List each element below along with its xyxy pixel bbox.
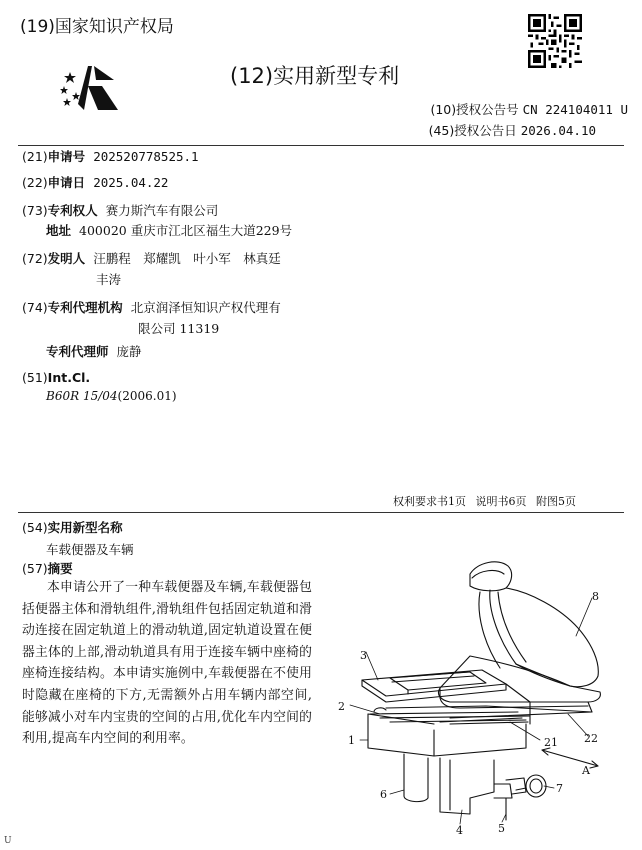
agent: 庞静 [116, 344, 142, 359]
patent-type-title: (12)实用新型专利 [230, 64, 400, 88]
part-label: 7 [556, 782, 563, 795]
address-label: 地址 [46, 223, 72, 238]
publication-number-label: (10)授权公告号 [430, 102, 519, 117]
section-divider [18, 512, 624, 513]
application-number-label: 申请号 [47, 149, 86, 164]
field-code: (22) [22, 175, 48, 190]
part-label: 8 [592, 590, 599, 603]
office-name: (19)国家知识产权局 [20, 17, 174, 37]
agency-label: 专利代理机构 [47, 300, 123, 315]
int-cl-row [22, 370, 90, 385]
ipc-classification [46, 389, 177, 403]
application-date-label: 申请日 [47, 175, 86, 190]
publication-number: CN 224104011 U [522, 102, 628, 117]
inventors-continued: 丰涛 [96, 272, 122, 287]
abstract-label: 摘要 [47, 561, 73, 576]
field-code: (51) [22, 370, 48, 385]
application-date-row [22, 173, 168, 191]
agency: 北京润泽恒知识产权代理有 [130, 300, 281, 315]
patentee: 赛力斯汽车有限公司 [105, 203, 219, 218]
field-code: (74) [22, 300, 48, 315]
field-code: (54) [22, 520, 48, 535]
page-counts: 权利要求书1页 说明书6页 附图5页 [393, 495, 576, 508]
agent-label: 专利代理师 [46, 344, 109, 359]
agency-row [22, 298, 281, 316]
patentee-label: 专利权人 [47, 203, 98, 218]
part-label: 4 [456, 824, 463, 837]
abstract-text: 本申请公开了一种车载便器及车辆,车载便器包括便器主体和滑轨组件,滑轨组件包括固定轨道和滑动连接在固定轨道上的滑动轨道,固定轨道设置在便器主体的上部,滑动轨道具有用于连接车辆中座椅的座椅连接结构。本申请实施例中,车载便器在不使用时隐藏在座椅的下方,无需额外占用车辆内部空间,能够减小对车内宝贵的空间的占用,优化车内空间的利用,提高车内空间的利用率。 [22, 580, 312, 747]
part-label: 2 [338, 700, 345, 713]
toilet-base-drawing [404, 754, 546, 820]
field-code: (21) [22, 149, 48, 164]
cnipa-logo-icon [58, 60, 128, 116]
part-label: A [582, 764, 590, 777]
publication-date-label: (45)授权公告日 [428, 123, 517, 138]
utility-model-name-label: 实用新型名称 [47, 520, 123, 535]
publication-number-row [430, 100, 628, 118]
part-label: 5 [498, 822, 505, 835]
part-label: 21 [544, 736, 558, 749]
toilet-lid-drawing [362, 670, 506, 702]
field-code: (57) [22, 561, 48, 576]
ipc-class: B60R 15/04 [46, 389, 118, 403]
header-divider [18, 145, 624, 146]
abstract-row [22, 559, 73, 577]
inventors-row [22, 249, 281, 267]
abstract-drawing [330, 552, 620, 842]
publication-date: 2026.04.10 [520, 123, 596, 138]
inventors-label: 发明人 [47, 251, 86, 266]
address-row [46, 221, 292, 239]
publication-date-row [429, 121, 596, 139]
patentee-row [22, 201, 218, 219]
agent-row [46, 342, 142, 360]
inventors: 汪鹏程 郑耀凯 叶小军 林真廷 [93, 251, 281, 266]
utility-model-name: 车载便器及车辆 [46, 542, 134, 557]
part-label: 22 [584, 732, 598, 745]
application-number-row [22, 147, 199, 165]
address: 400020 重庆市江北区福生大道229号 [79, 223, 293, 238]
part-label: 3 [360, 649, 367, 662]
field-code: (73) [22, 203, 48, 218]
margin-mark: U [4, 836, 12, 846]
utility-model-name-row [22, 518, 123, 536]
field-code: (72) [22, 251, 48, 266]
part-label: 1 [348, 734, 355, 747]
agency-continued: 限公司 11319 [138, 321, 220, 336]
application-date: 2025.04.22 [93, 175, 169, 190]
ipc-date: (2006.01) [117, 389, 177, 403]
qr-code-icon [528, 14, 582, 68]
application-number: 202520778525.1 [93, 149, 199, 164]
int-cl-label: Int.Cl. [47, 370, 91, 385]
part-label: 6 [380, 788, 387, 801]
rail-assembly-drawing [370, 706, 592, 724]
